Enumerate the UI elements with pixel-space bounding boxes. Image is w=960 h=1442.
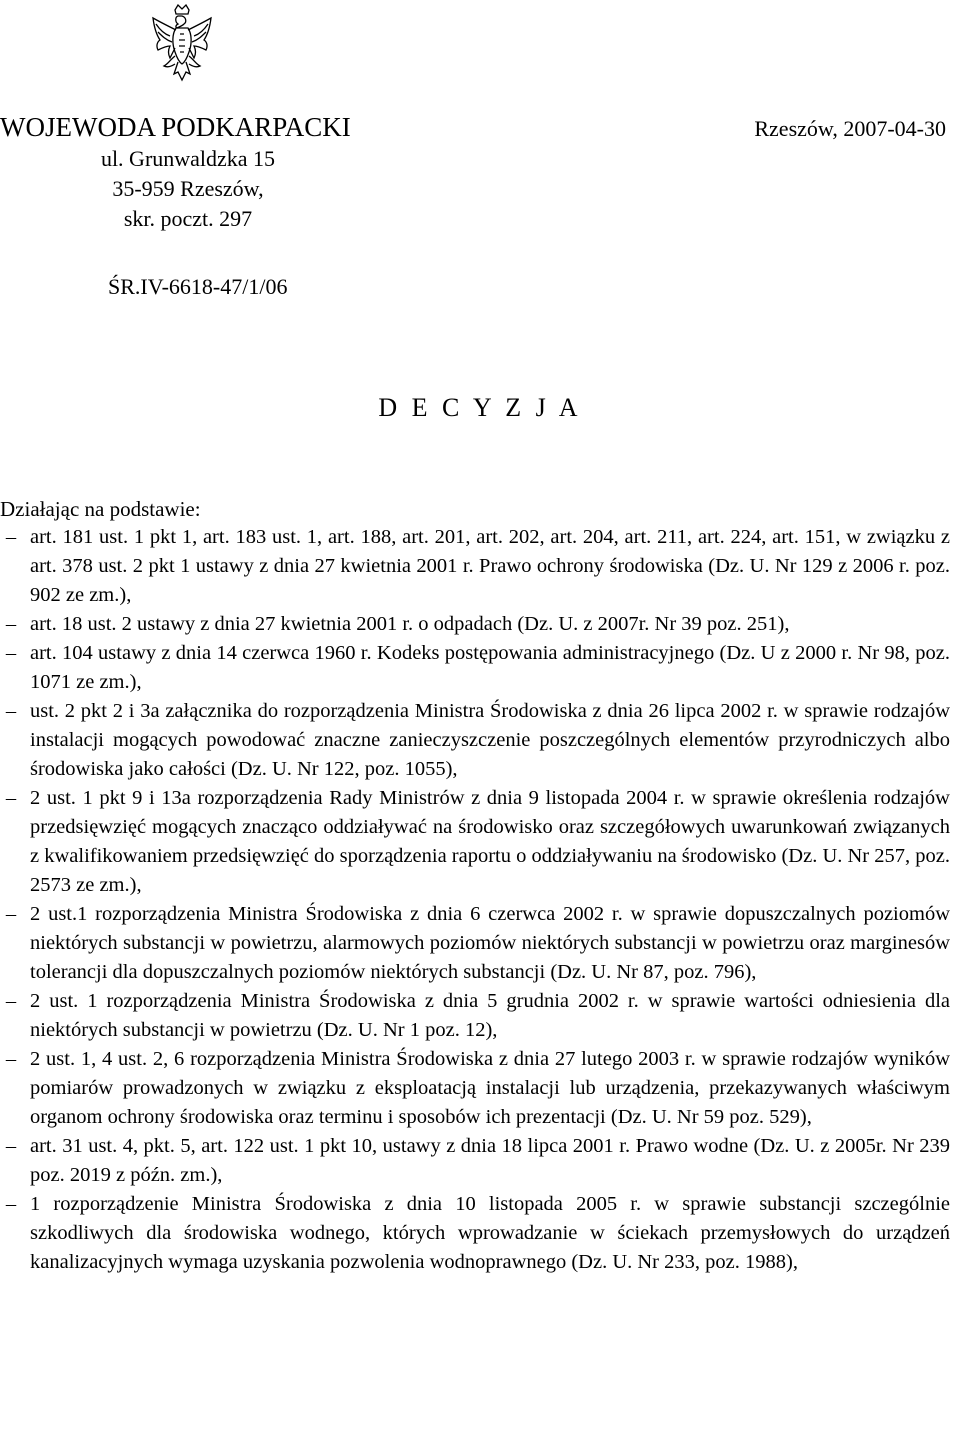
list-item-text: art. 18 ust. 2 ustawy z dnia 27 kwietnia 2001 r. o odpadach (Dz. U. z 2007r. Nr 39 poz. 251), [30, 613, 790, 635]
list-item [0, 900, 950, 987]
place-date: Rzeszów, 2007-04-30 [754, 116, 946, 141]
list-item-text: 2 ust. 1 rozporządzenia Ministra Środowiska z dnia 5 grudnia 2002 r. w sprawie wartości odniesienia dla niektórych substancji w powietrzu (Dz. U. Nr 1 poz. 12), [30, 990, 950, 1041]
list-item-text: ust. 2 pkt 2 i 3a załącznika do rozporządzenia Ministra Środowiska z dnia 26 lipca 2002 r. w sprawie rodzajów instalacji mogących powodować znaczne zanieczyszczenie poszczególnych elementów przyrodniczych albo środowiska jako całości (Dz. U. Nr 122, poz. 1055), [30, 700, 950, 780]
list-item [0, 987, 950, 1045]
list-item-text: 2 ust.1 rozporządzenia Ministra Środowiska z dnia 6 czerwca 2002 r. w sprawie dopuszczalnych poziomów niektórych substancji w powietrzu, alarmowych poziomów niektórych substancji w powietrzu oraz marginesów tolerancji dla dopuszczalnych poziomów niektórych substancji (Dz. U. Nr 87, poz. 796), [30, 903, 950, 983]
eagle-emblem-icon [148, 4, 216, 86]
list-item [0, 784, 950, 900]
document-title: D E C Y Z J A [378, 393, 582, 422]
sender-block [0, 110, 430, 234]
address-street: ul. Grunwaldzka 15 [100, 146, 276, 171]
dash-bullet-icon: – [5, 613, 17, 635]
list-item-text: art. 181 ust. 1 pkt 1, art. 183 ust. 1, art. 188, art. 201, art. 202, art. 204, art. 211, art. 224, art. 151, w związku z art. 378 ust. 2 pkt 1 ustawy z dnia 27 kwietnia 2001 r. Prawo ochrony środowiska (Dz. U. Nr 129 z 2006 r. poz. 902 ze zm.), [30, 526, 950, 606]
dash-bullet-icon: – [5, 1135, 17, 1157]
list-item [0, 1132, 950, 1190]
list-item-text: art. 31 ust. 4, pkt. 5, art. 122 ust. 1 pkt 10, ustawy z dnia 18 lipca 2001 r. Prawo wodne (Dz. U. z 2005r. Nr 239 poz. 2019 z późn. zm.), [30, 1135, 950, 1186]
list-item [0, 639, 950, 697]
dash-bullet-icon: – [5, 787, 17, 809]
dash-bullet-icon: – [5, 700, 17, 722]
list-item-text: art. 104 ustawy z dnia 14 czerwca 1960 r. Kodeks postępowania administracyjnego (Dz. U z 2000 r. Nr 98, poz. 1071 ze zm.), [30, 642, 950, 693]
dash-bullet-icon: – [5, 526, 17, 548]
dash-bullet-icon: – [5, 903, 17, 925]
list-item [0, 1190, 950, 1277]
intro-text: Działając na podstawie: [0, 497, 201, 521]
dash-bullet-icon: – [5, 1193, 17, 1215]
authority-name: WOJEWODA PODKARPACKI [0, 112, 351, 142]
list-item [0, 1045, 950, 1132]
dash-bullet-icon: – [5, 642, 17, 664]
dash-bullet-icon: – [5, 990, 17, 1012]
reference-number: ŚR.IV-6618-47/1/06 [108, 274, 288, 299]
address-postal: 35-959 Rzeszów, [112, 176, 264, 201]
dash-bullet-icon: – [5, 1048, 17, 1070]
list-item-text: 2 ust. 1, 4 ust. 2, 6 rozporządzenia Ministra Środowiska z dnia 27 lutego 2003 r. w sprawie rodzajów wyników pomiarów prowadzonych w związku z eksploatacją instalacji lub urządzenia, przekazywanych właściwym organom ochrony środowiska oraz terminu i sposobów ich prezentacji (Dz. U. Nr 59 poz. 529), [30, 1048, 950, 1128]
list-item [0, 610, 950, 639]
address-pobox: skr. poczt. 297 [123, 206, 253, 231]
legal-basis-list [0, 523, 950, 1277]
list-item-text: 1 rozporządzenie Ministra Środowiska z dnia 10 listopada 2005 r. w sprawie substancji szczególnie szkodliwych dla środowiska wodnego, których wprowadzanie w ściekach przemysłowych do urządzeń kanalizacyjnych wymaga uzyskania pozwolenia wodnoprawnego (Dz. U. Nr 233, poz. 1988), [30, 1193, 950, 1273]
list-item [0, 523, 950, 610]
list-item [0, 697, 950, 784]
list-item-text: 2 ust. 1 pkt 9 i 13a rozporządzenia Rady Ministrów z dnia 9 listopada 2004 r. w sprawie określenia rodzajów przedsięwzięć mogących znacząco oddziaływać na środowisko oraz szczegółowych uwarunkowań związanych z kwalifikowaniem przedsięwzięć do sporządzenia raportu o oddziaływaniu na środowisko (Dz. U. Nr 257, poz. 2573 ze zm.), [30, 787, 950, 896]
